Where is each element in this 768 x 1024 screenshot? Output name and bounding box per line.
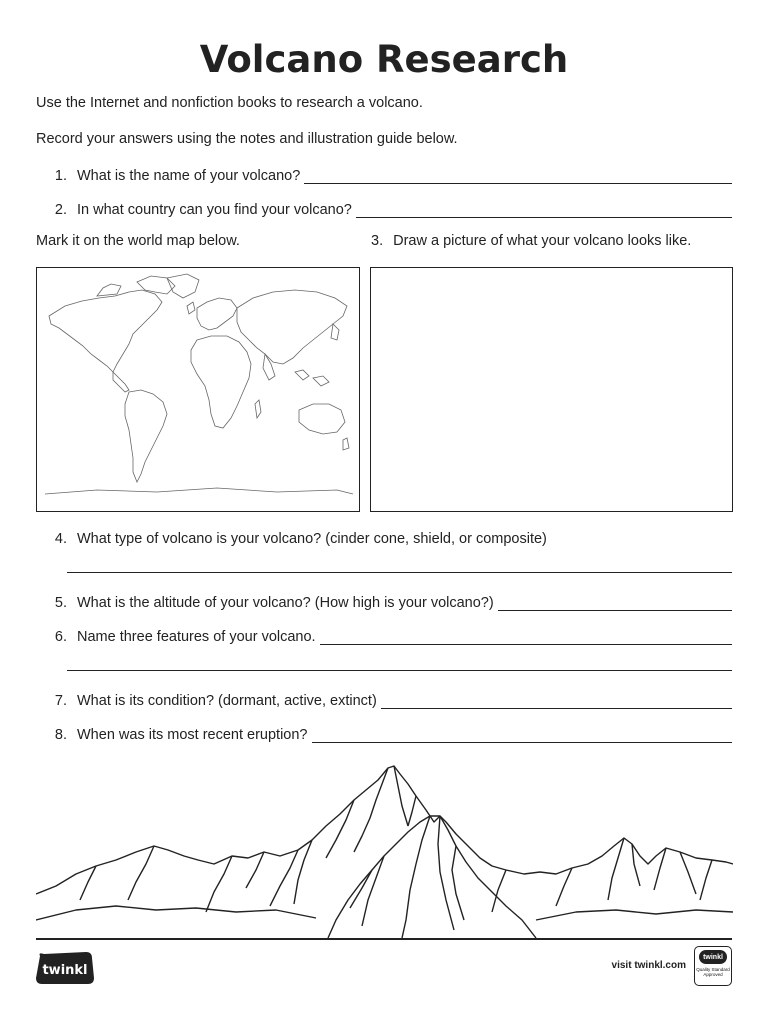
question-number: 2.: [54, 202, 67, 218]
badge-text: Quality Standard Approved: [696, 967, 730, 977]
question-text: What type of volcano is your volcano? (cinder cone, shield, or composite): [77, 531, 547, 547]
question-text: What is its condition? (dormant, active, extinct): [77, 693, 377, 709]
intro-line-1: Use the Internet and nonfiction books to research a volcano.: [36, 95, 423, 111]
answer-line-1[interactable]: [304, 167, 732, 184]
answer-line-2[interactable]: [356, 201, 732, 218]
intro-line-2: Record your answers using the notes and illustration guide below.: [36, 131, 458, 147]
question-number: 3.: [371, 233, 384, 249]
map-label: Mark it on the world map below.: [36, 233, 240, 249]
question-8: [36, 723, 732, 743]
question-text: Draw a picture of what your volcano looks like.: [393, 233, 692, 249]
question-text: What is the name of your volcano?: [77, 168, 301, 184]
question-number: 4.: [54, 531, 67, 547]
question-1: [36, 164, 732, 184]
question-number: 1.: [54, 168, 67, 184]
answer-line-8[interactable]: [312, 726, 733, 743]
answer-line-5[interactable]: [498, 594, 732, 611]
page-title: Volcano Research: [199, 38, 569, 81]
badge-brand: twinkl: [699, 950, 727, 964]
logo-text: twinkl: [42, 963, 88, 978]
question-number: 8.: [54, 727, 67, 743]
quality-badge: [694, 946, 732, 986]
answer-line-4[interactable]: [67, 572, 732, 573]
question-4: [36, 527, 732, 547]
answer-line-6[interactable]: [320, 628, 732, 645]
world-map-image: [37, 268, 357, 509]
twinkl-logo[interactable]: [34, 950, 96, 986]
question-number: 6.: [54, 629, 67, 645]
question-text: Name three features of your volcano.: [77, 629, 316, 645]
answer-line-6b[interactable]: [67, 670, 732, 671]
question-5: [36, 591, 732, 611]
visit-link[interactable]: visit twinkl.com: [611, 960, 686, 971]
footer-rule: [36, 938, 732, 940]
question-number: 5.: [54, 595, 67, 611]
question-text: What is the altitude of your volcano? (How high is your volcano?): [77, 595, 494, 611]
mountain-illustration: [36, 760, 733, 938]
answer-line-7[interactable]: [381, 692, 732, 709]
world-map-box[interactable]: [36, 267, 360, 512]
drawing-box[interactable]: [370, 267, 733, 512]
question-text: When was its most recent eruption?: [77, 727, 308, 743]
question-7: [36, 689, 732, 709]
question-number: 7.: [54, 693, 67, 709]
draw-label: [371, 233, 691, 249]
question-text: In what country can you find your volcano?: [77, 202, 352, 218]
question-2: [36, 198, 732, 218]
question-6: [36, 625, 732, 645]
